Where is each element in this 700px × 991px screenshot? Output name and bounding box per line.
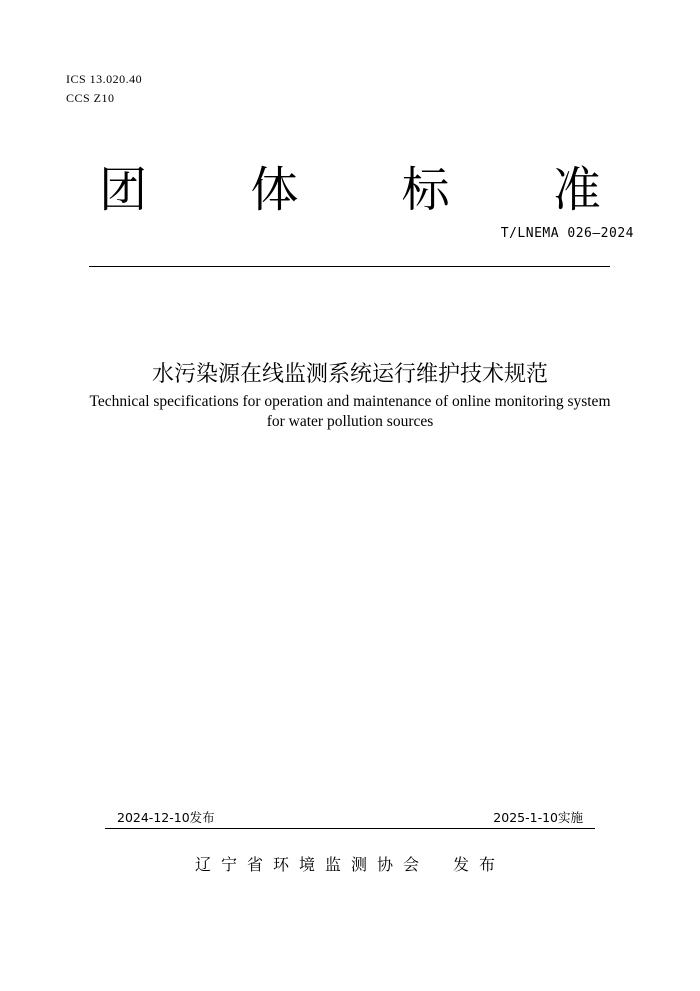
english-title-line-2: for water pollution sources (266, 413, 434, 430)
implementation-date: 2025-1-10实施 (493, 810, 583, 825)
publisher-name: 辽宁省环境监测协会 (194, 855, 429, 874)
issue-date: 2024-12-10发布 (117, 810, 215, 825)
standard-number: T/LNEMA 026—2024 (500, 226, 634, 241)
bottom-divider (105, 828, 595, 829)
publisher-line (0, 852, 700, 875)
ics-code: ICS 13.020.40 (66, 72, 143, 86)
ccs-code: CCS Z10 (66, 91, 115, 105)
publish-action: 发布 (453, 855, 506, 874)
english-title-line-1: Technical specifications for operation and maintenance of online monitoring system (89, 393, 611, 410)
chinese-title: 水污染源在线监测系统运行维护技术规范 (151, 362, 548, 387)
document-type-title: 团 体 标 准 (99, 162, 645, 218)
english-title (40, 392, 660, 432)
top-divider (89, 266, 610, 267)
